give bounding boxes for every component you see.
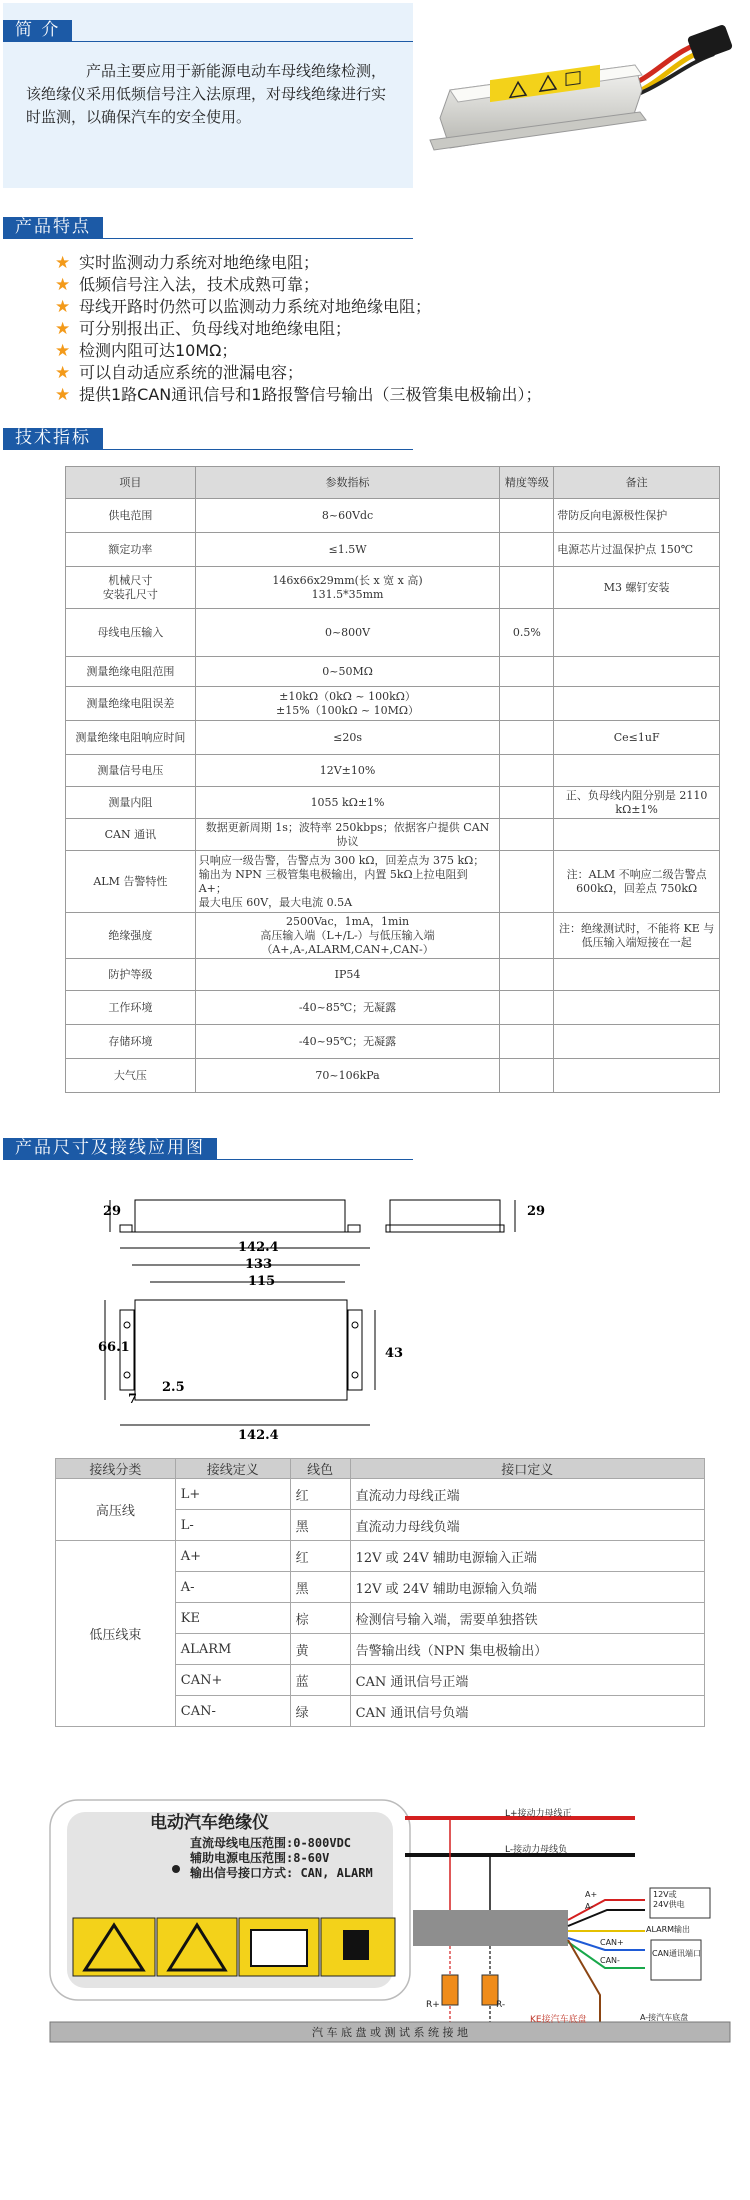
table-cell <box>500 755 554 787</box>
table-cell: -40~85℃；无凝露 <box>195 991 500 1025</box>
table-row <box>66 1059 720 1093</box>
table-cell: 2500Vac，1mA，1min 高压输入端（L+/L-）与低压输入端 （A+,A-,ALARM,CAN+,CAN-） <box>195 913 500 959</box>
canminus-label: CAN- <box>600 1956 620 1965</box>
table-row <box>66 913 720 959</box>
table-cell: 检测信号输入端，需要单独搭铁 <box>350 1603 704 1634</box>
section-rule <box>3 238 413 239</box>
canplus-label: CAN+ <box>600 1938 624 1947</box>
table-cell: 供电范围 <box>66 499 196 533</box>
table-cell <box>554 609 720 657</box>
table-cell: ≤20s <box>195 721 500 755</box>
wiring-table <box>55 1458 705 1727</box>
table-cell <box>554 991 720 1025</box>
table-cell: 测量绝缘电阻范围 <box>66 657 196 687</box>
table-cell <box>500 499 554 533</box>
table-cell <box>500 787 554 819</box>
table-row <box>66 499 720 533</box>
table-row <box>66 851 720 913</box>
lminus-label: L-接动力母线负 <box>505 1845 568 1855</box>
header-cell: 线色 <box>290 1459 350 1479</box>
star-icon: ★ <box>55 363 71 383</box>
can-port-label: CAN通讯端口 <box>652 1949 702 1958</box>
table-cell: 测量绝缘电阻响应时间 <box>66 721 196 755</box>
table-row <box>66 991 720 1025</box>
table-cell: ≤1.5W <box>195 533 500 567</box>
list-item: ★ 可分别报出正、负母线对地绝缘电阻； <box>55 319 352 339</box>
dim-label: 2.5 <box>162 1380 185 1395</box>
table-cell: -40~95℃；无凝露 <box>195 1025 500 1059</box>
table-cell: 大气压 <box>66 1059 196 1093</box>
table-cell: 测量内阻 <box>66 787 196 819</box>
table-cell: 带防反向电源极性保护 <box>554 499 720 533</box>
star-icon: ★ <box>55 253 71 273</box>
section-title-specs: 技术指标 <box>3 428 103 449</box>
table-cell: 棕 <box>290 1603 350 1634</box>
table-cell: 0~50MΩ <box>195 657 500 687</box>
dim-label: 29 <box>103 1204 122 1219</box>
table-cell: 绝缘强度 <box>66 913 196 959</box>
table-cell: 防护等级 <box>66 959 196 991</box>
label-spec-line: 输出信号接口方式: CAN, ALARM <box>190 1866 373 1880</box>
dim-label: 115 <box>248 1274 276 1289</box>
table-cell <box>554 657 720 687</box>
table-cell: ALARM <box>175 1634 290 1665</box>
table-cell <box>500 567 554 609</box>
table-cell: KE <box>175 1603 290 1634</box>
table-cell: 1055 kΩ±1% <box>195 787 500 819</box>
ke-label: KE接汽车底盘 <box>530 2015 587 2025</box>
star-icon: ★ <box>55 275 71 295</box>
table-cell: CAN- <box>175 1696 290 1727</box>
table-cell: CAN 通讯信号负端 <box>350 1696 704 1727</box>
table-cell: 测量信号电压 <box>66 755 196 787</box>
group-cell: 高压线 <box>56 1479 176 1541</box>
table-cell: 工作环境 <box>66 991 196 1025</box>
chassis-bar-label: 汽 车 底 盘 或 测 试 系 统 接 地 <box>312 2026 468 2039</box>
table-cell: 黑 <box>290 1510 350 1541</box>
table-cell: 存储环境 <box>66 1025 196 1059</box>
table-cell <box>500 851 554 913</box>
table-row <box>66 755 720 787</box>
product-photo <box>420 20 740 185</box>
list-item: ★ 可以自动适应系统的泄漏电容； <box>55 363 304 383</box>
table-row <box>66 959 720 991</box>
wiring-diagram <box>45 1790 735 2060</box>
table-cell: ALM 告警特性 <box>66 851 196 913</box>
table-row <box>66 609 720 657</box>
header-cell: 接线分类 <box>56 1459 176 1479</box>
table-cell: A- <box>175 1572 290 1603</box>
table-row <box>56 1479 705 1510</box>
list-item: ★ 检测内阻可达10MΩ； <box>55 341 238 361</box>
table-cell <box>554 1025 720 1059</box>
table-cell: 直流动力母线正端 <box>350 1479 704 1510</box>
table-cell <box>500 1059 554 1093</box>
table-row <box>56 1541 705 1572</box>
group-cell: 低压线束 <box>56 1541 176 1727</box>
table-cell: CAN+ <box>175 1665 290 1696</box>
header-cell: 参数指标 <box>195 467 500 499</box>
warning-sign-electric-icon <box>73 1918 155 1976</box>
table-cell: 蓝 <box>290 1665 350 1696</box>
label-specs <box>190 1836 373 1881</box>
table-header-row <box>56 1459 705 1479</box>
table-cell: 70~106kPa <box>195 1059 500 1093</box>
header-cell: 精度等级 <box>500 467 554 499</box>
star-icon: ★ <box>55 341 71 361</box>
table-row <box>66 567 720 609</box>
star-icon: ★ <box>55 297 71 317</box>
table-row <box>66 1025 720 1059</box>
table-cell <box>554 1059 720 1093</box>
section-rule <box>3 41 413 42</box>
table-row <box>66 721 720 755</box>
intro-text: 产品主要应用于新能源电动车母线绝缘检测，该绝缘仪采用低频信号注入法原理，对母线绝缘进行实时监测，以确保汽车的安全使用。 <box>26 62 387 126</box>
table-cell: 只响应一级告警，告警点为 300 kΩ，回差点为 375 kΩ； 输出为 NPN 三极管集电极输出，内置 5kΩ上拉电阻到 A+； 最大电压 60V，最大电流 0.5A <box>195 851 500 913</box>
table-row <box>66 787 720 819</box>
lplus-label: L+接动力母线正 <box>505 1809 572 1819</box>
section-rule <box>3 449 413 450</box>
table-cell: 12V 或 24V 辅助电源输入负端 <box>350 1572 704 1603</box>
label-spec-line: 辅助电源电压范围:8-60V <box>190 1851 330 1865</box>
table-cell: 直流动力母线负端 <box>350 1510 704 1541</box>
header-cell: 接线定义 <box>175 1459 290 1479</box>
label-title: 电动汽车绝缘仪 <box>150 1813 269 1833</box>
table-cell: L- <box>175 1510 290 1541</box>
header-cell: 接口定义 <box>350 1459 704 1479</box>
table-cell: 12V±10% <box>195 755 500 787</box>
label-spec-line: 直流母线电压范围:0-800VDC <box>190 1836 352 1850</box>
table-cell: CAN 通讯信号正端 <box>350 1665 704 1696</box>
header-cell: 备注 <box>554 467 720 499</box>
table-cell <box>554 687 720 721</box>
section-title-dimensions: 产品尺寸及接线应用图 <box>3 1138 217 1159</box>
table-cell: 红 <box>290 1479 350 1510</box>
dimension-drawing <box>90 1185 530 1445</box>
aplus-label: A+ <box>585 1890 598 1899</box>
am-chassis-label: A-接汽车底盘 <box>640 2013 689 2022</box>
table-cell: 注：ALM 不响应二级告警点 600kΩ，回差点 750kΩ <box>554 851 720 913</box>
list-item: ★ 低频信号注入法，技术成熟可靠； <box>55 275 320 295</box>
bullet-icon <box>172 1865 180 1873</box>
table-cell <box>554 959 720 991</box>
table-row <box>66 819 720 851</box>
table-cell: 0.5% <box>500 609 554 657</box>
table-cell: 注：绝缘测试时，不能将 KE 与低压输入端短接在一起 <box>554 913 720 959</box>
table-cell: 8~60Vdc <box>195 499 500 533</box>
dim-label: 29 <box>527 1204 546 1219</box>
table-cell: 0~800V <box>195 609 500 657</box>
table-header-row <box>66 467 720 499</box>
table-cell <box>554 819 720 851</box>
table-cell <box>500 721 554 755</box>
dim-label: 43 <box>385 1346 404 1361</box>
table-cell <box>500 959 554 991</box>
header-cell: 项目 <box>66 467 196 499</box>
table-cell: L+ <box>175 1479 290 1510</box>
table-cell: ±10kΩ（0kΩ ~ 100kΩ） ±15%（100kΩ ~ 10MΩ） <box>195 687 500 721</box>
table-row <box>66 533 720 567</box>
table-cell: 母线电压输入 <box>66 609 196 657</box>
table-cell: 红 <box>290 1541 350 1572</box>
rminus-label: R- <box>496 2000 506 2010</box>
table-cell <box>500 819 554 851</box>
table-cell: 额定功率 <box>66 533 196 567</box>
table-cell: 测量绝缘电阻误差 <box>66 687 196 721</box>
dim-label: 133 <box>245 1257 273 1272</box>
rplus-label: R+ <box>426 2000 440 2010</box>
table-cell: 12V 或 24V 辅助电源输入正端 <box>350 1541 704 1572</box>
dim-label: 142.4 <box>238 1240 279 1255</box>
table-cell: 电源芯片过温保护点 150℃ <box>554 533 720 567</box>
table-cell: 黄 <box>290 1634 350 1665</box>
alarm-out-label: ALARM输出 <box>646 1925 691 1934</box>
warning-sign-icon <box>157 1918 237 1976</box>
table-cell: 告警输出线（NPN 集电极输出） <box>350 1634 704 1665</box>
table-row <box>66 687 720 721</box>
table-cell: IP54 <box>195 959 500 991</box>
table-cell: A+ <box>175 1541 290 1572</box>
table-cell: M3 螺钉安装 <box>554 567 720 609</box>
supply-label: 12V或 24V供电 <box>653 1890 685 1909</box>
list-item: ★ 实时监测动力系统对地绝缘电阻； <box>55 253 320 273</box>
table-cell: Ce≤1uF <box>554 721 720 755</box>
star-icon: ★ <box>55 385 71 405</box>
spec-table <box>65 466 720 1093</box>
section-title-intro: 简 介 <box>3 20 72 41</box>
dim-label: 7 <box>128 1392 138 1407</box>
shock-hazard-icon <box>321 1918 395 1976</box>
table-cell: CAN 通讯 <box>66 819 196 851</box>
star-icon: ★ <box>55 319 71 339</box>
aminus-label: A- <box>585 1902 594 1911</box>
table-cell <box>500 687 554 721</box>
section-title-features: 产品特点 <box>3 217 103 238</box>
table-cell: 绿 <box>290 1696 350 1727</box>
table-cell <box>500 991 554 1025</box>
table-cell: 黑 <box>290 1572 350 1603</box>
table-cell: 正、负母线内阻分别是 2110 kΩ±1% <box>554 787 720 819</box>
table-cell <box>500 913 554 959</box>
section-rule <box>3 1159 413 1160</box>
dim-label: 66.1 <box>98 1340 130 1355</box>
table-cell <box>554 755 720 787</box>
table-cell <box>500 1025 554 1059</box>
list-item: ★ 母线开路时仍然可以监测动力系统对地绝缘电阻； <box>55 297 432 317</box>
table-cell <box>500 533 554 567</box>
table-cell: 数据更新周期 1s；波特率 250kbps；依据客户提供 CAN 协议 <box>195 819 500 851</box>
table-row <box>66 657 720 687</box>
manual-icon <box>239 1918 319 1976</box>
feature-list <box>55 252 541 406</box>
list-item: ★ 提供1路CAN通讯信号和1路报警信号输出（三极管集电极输出）； <box>55 385 542 405</box>
table-cell: 146x66x29mm(长 x 宽 x 高) 131.5*35mm <box>195 567 500 609</box>
table-cell <box>500 657 554 687</box>
table-cell: 机械尺寸 安装孔尺寸 <box>66 567 196 609</box>
dim-label: 142.4 <box>238 1428 279 1443</box>
